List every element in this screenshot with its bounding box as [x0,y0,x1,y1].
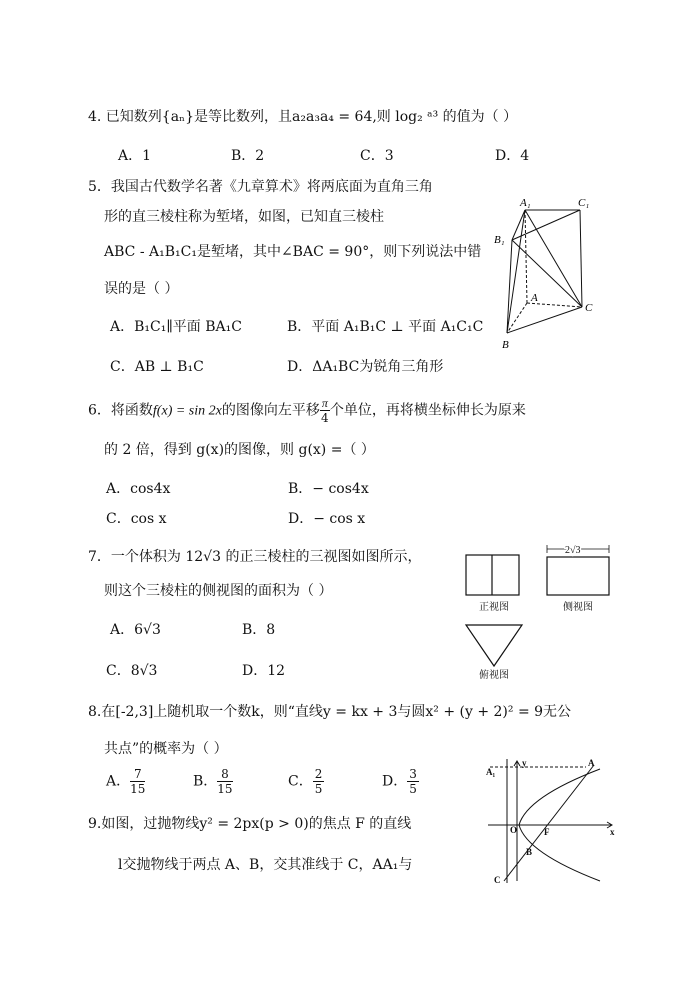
q5-fig-label-b: B [502,339,509,351]
q8-option-d-label: D． [382,773,408,790]
q6-prefix: 6．将函数 [88,402,153,419]
q6-shift-text: 的图像向左平移 [221,402,320,419]
q8-option-b-den: 15 [217,782,233,796]
q8-option-c-den: 5 [314,782,323,796]
q8-option-b-frac [217,768,232,795]
q4-option-b: B．2 [231,148,265,164]
q9-line2: l交抛物线于两点 A、B，交其准线于 C，AA₁与 [118,857,413,873]
q7-option-a: A．6√3 [110,622,161,638]
q7-side-view-label: 侧视图 [563,602,593,613]
q8-option-c-num: 2 [314,767,323,781]
q6-option-a: A．cos4x [106,481,171,497]
q5-option-a: A．B₁C₁∥平面 BA₁C [110,319,242,335]
q5-line1: 5．我国古代数学名著《九章算术》将两底面为直角三角 [88,179,433,195]
q9-fig-label-a1: A₁ [486,767,496,777]
q5-fig-label-a1: A₁ [520,197,531,209]
q6-option-d: D．− cos x [288,511,366,527]
q9-fig-label-c: C [494,875,501,885]
q8-line1: 8.在[-2,3]上随机取一个数k，则“直线y = kx + 3与圆x² + (y + 2)² = 9无公 [88,704,572,720]
q6-option-b: B．− cos4x [288,481,369,497]
q6-option-c: C．cos x [106,511,167,527]
q7-three-views-figure [460,540,625,682]
q7-line2: 则这个三棱柱的侧视图的面积为（ ） [104,583,333,599]
q6-function: f(x) = sin 2x [152,403,222,419]
q8-option-c [288,768,324,795]
q8-option-a-num: 7 [130,768,145,782]
q7-front-view-label: 正视图 [479,602,509,613]
q9-fig-label-f: F [544,827,550,837]
q5-option-b: B．平面 A₁B₁C ⊥ 平面 A₁C₁C [287,319,484,335]
q8-option-b-num: 8 [217,768,232,782]
q4-stem: 4. 已知数列{aₙ}是等比数列，且a₂a₃a₄ = 64,则 log₂ ᵃ³ 的值为（ ） [88,109,518,125]
q7-line1: 7．一个体积为 12√3 的正三棱柱的三视图如图所示， [88,549,422,565]
q5-line3: ABC - A₁B₁C₁是堑堵，其中∠BAC = 90°，则下列说法中错 [104,244,482,260]
q7-dim-label: 2√3 [565,545,581,556]
q5-line2: 形的直三棱柱称为堑堵，如图，已知直三棱柱 [104,209,384,225]
q8-option-b-label: B． [193,773,218,790]
q6-frac-num: π [321,396,328,410]
q6-frac-den: 4 [321,411,329,425]
q8-option-b [193,768,233,795]
q9-line1: 9.如图，过抛物线y² = 2px(p > 0)的焦点 F 的直线 [88,816,412,832]
q9-fig-label-b: B [526,847,533,857]
q6-suffix: 个单位，再将横坐标伸长为原来 [329,402,526,419]
q7-top-view-label: 俯视图 [479,670,509,681]
q9-fig-label-o: O [510,825,518,835]
q9-fig-label-x: x [610,827,615,837]
q8-line2: 共点”的概率为（ ） [104,741,228,757]
q5-fig-label-a: A [531,292,538,304]
q7-option-b: B．8 [242,622,276,638]
q8-option-c-frac [313,768,325,795]
q5-option-c: C．AB ⊥ B₁C [110,359,204,375]
q8-option-a-den: 15 [130,782,146,796]
q8-option-d-den: 5 [409,782,417,796]
q7-option-d: D．12 [242,663,286,679]
q4-option-a: A．1 [118,148,152,164]
q8-option-c-label: C． [288,773,313,790]
q8-option-a [106,768,145,795]
q4-option-c: C．3 [360,148,394,164]
q8-option-a-label: A． [106,773,131,790]
q4-option-d: D．4 [495,148,530,164]
q9-parabola-figure [482,757,622,887]
q5-fig-label-b1: B₁ [494,234,505,246]
q5-line4: 误的是（ ） [104,281,179,297]
q6-fraction [320,397,330,424]
q8-option-d-num: 3 [409,767,417,781]
q5-fig-label-c: C [585,302,593,314]
q8-option-a-frac [130,768,145,795]
q5-prism-figure [490,195,605,355]
q7-option-c: C．8√3 [106,663,158,679]
q9-fig-label-a: A [588,758,595,768]
q8-option-d-frac [407,768,419,795]
q9-fig-label-y: y [522,758,527,768]
q8-option-d [382,768,419,795]
q6-line1 [88,397,526,424]
q5-option-d: D．ΔA₁BC为锐角三角形 [287,359,444,375]
q6-line2: 的 2 倍，得到 g(x)的图像，则 g(x) =（ ） [104,442,375,458]
q5-fig-label-c1: C₁ [578,197,590,209]
